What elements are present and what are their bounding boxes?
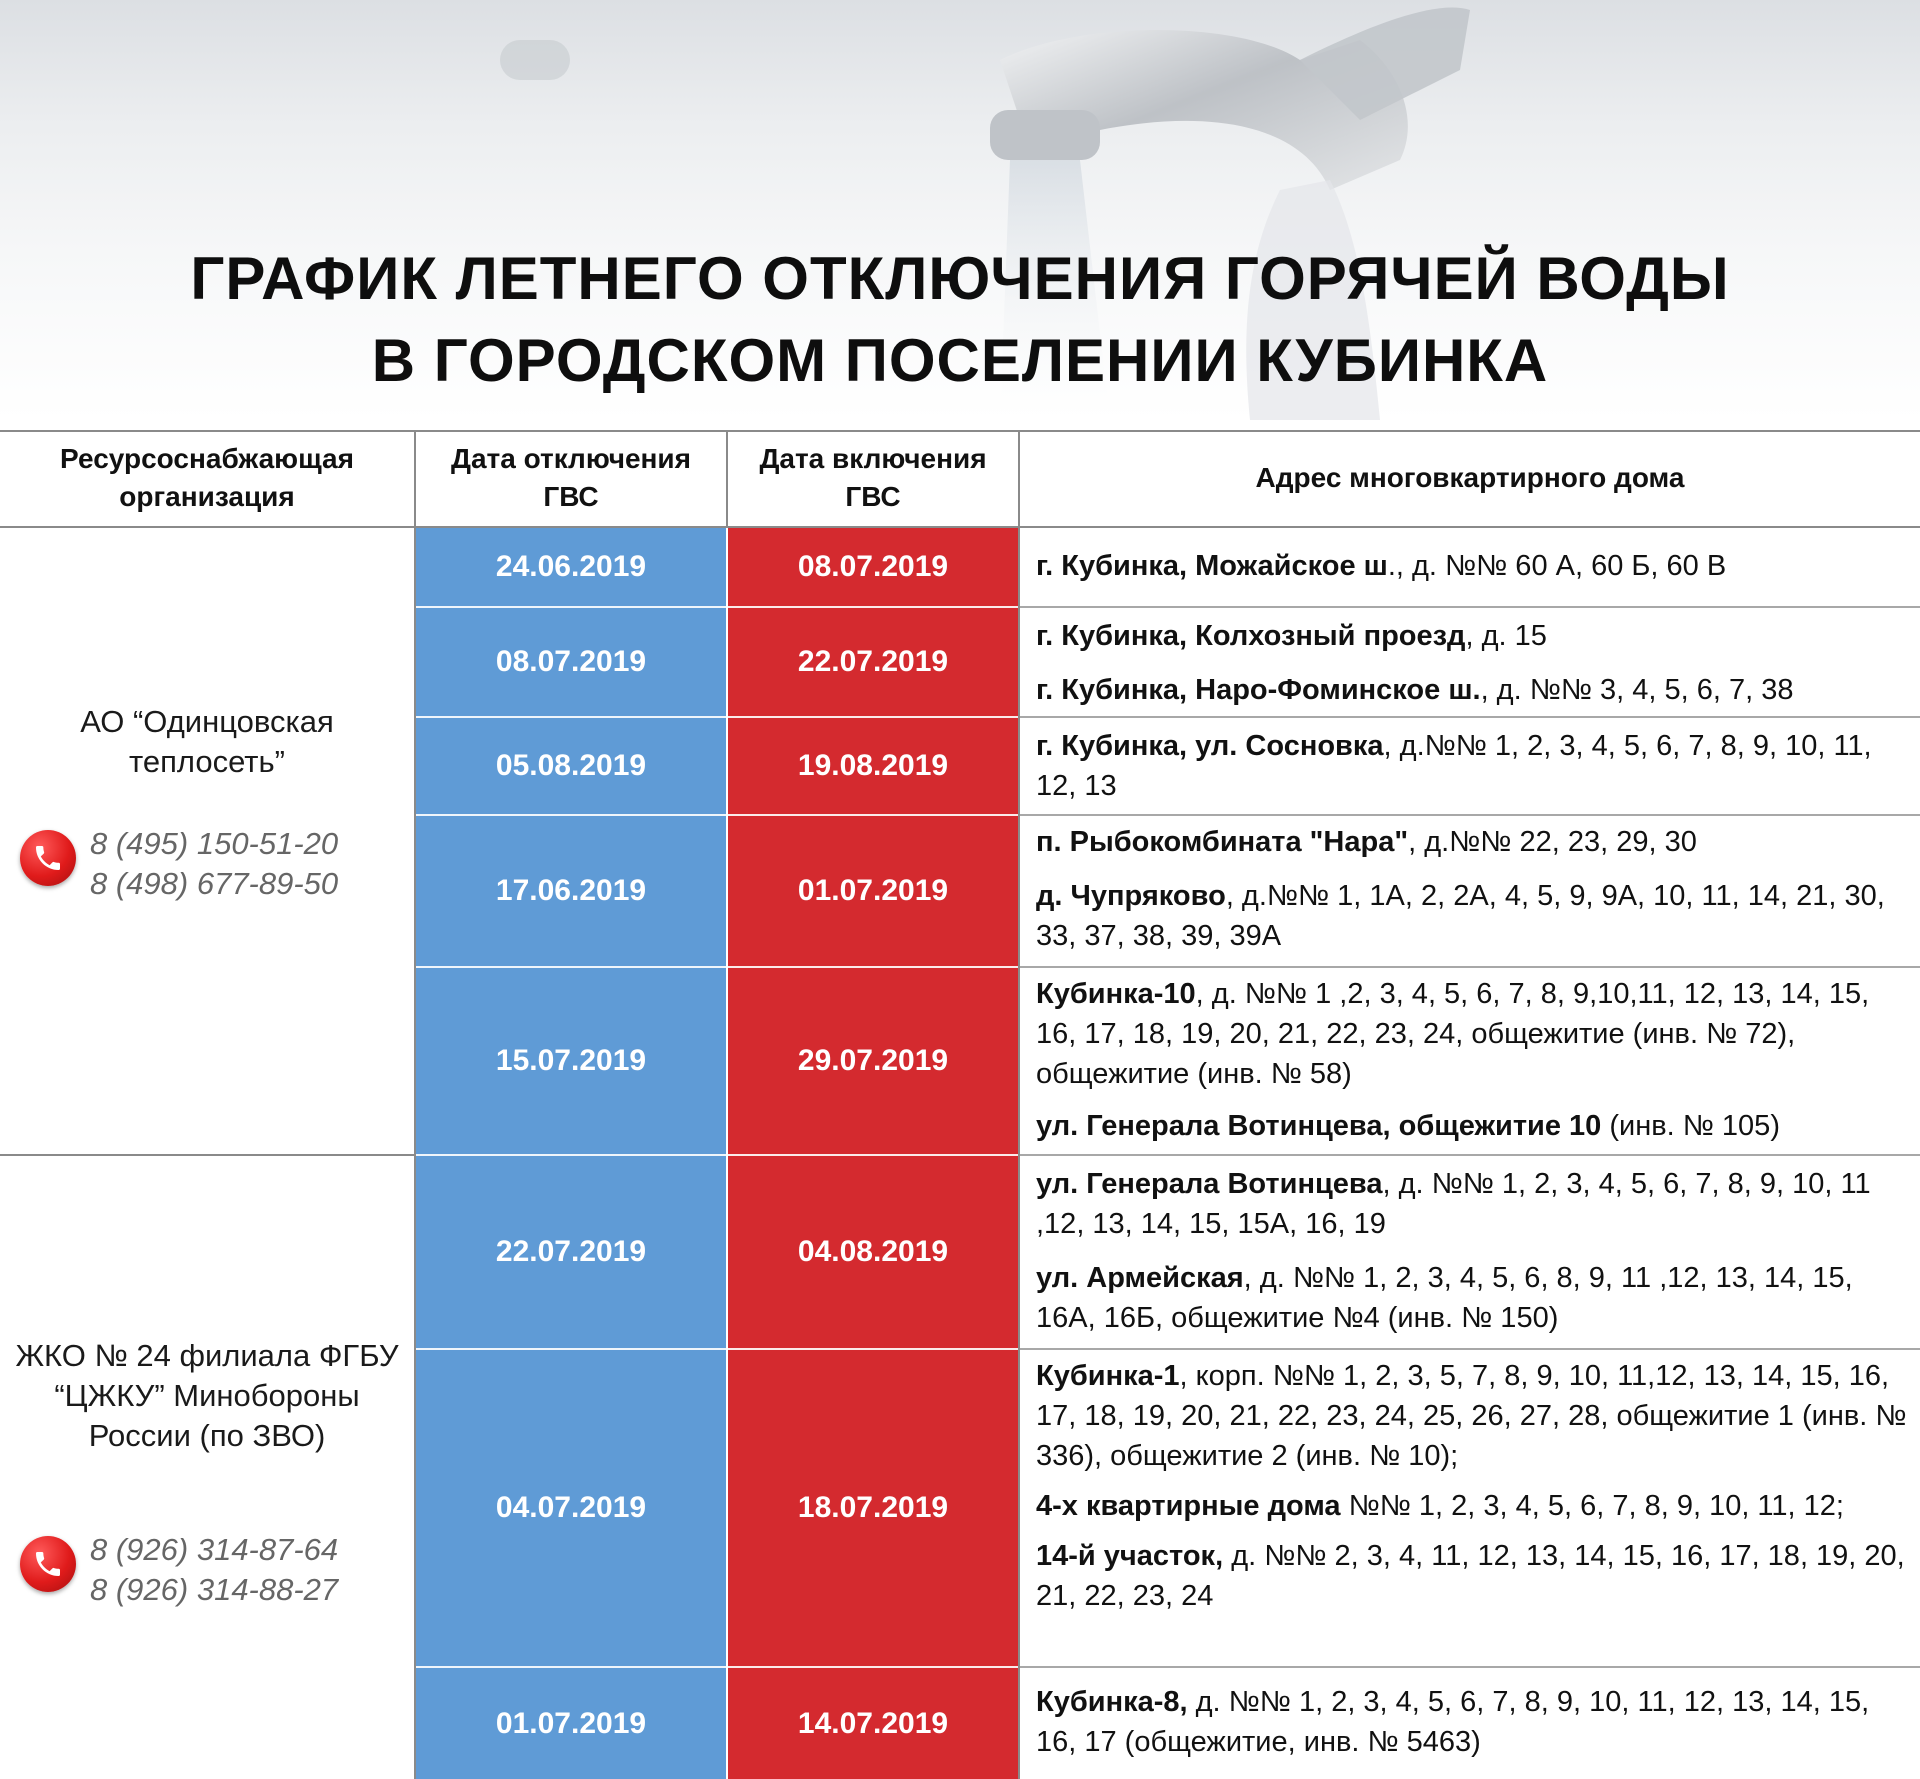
address-separator <box>1020 966 1920 968</box>
title-line-1: ГРАФИК ЛЕТНЕГО ОТКЛЮЧЕНИЯ ГОРЯЧЕЙ ВОДЫ <box>190 245 1730 312</box>
phone-number[interactable]: 8 (926) 314-88-27 <box>90 1572 339 1607</box>
off-date: 24.06.2019 <box>495 550 647 583</box>
address-line: Кубинка-1, корп. №№ 1, 2, 3, 5, 7, 8, 9, 10, 11,12, 13, 14, 15, 16, 17, 18, 19, 20, 21, 22, 23, 24, 25, 26, 27, 28, общежитие 1 (инв. № 336), общежитие 2 (инв. № 10); <box>1036 1360 1907 1472</box>
on-date: 29.07.2019 <box>797 1044 949 1077</box>
table-top-border <box>0 430 1920 432</box>
address-separator <box>1020 1154 1920 1156</box>
col-border-2 <box>726 430 728 528</box>
address-line: Кубинка-8, д. №№ 1, 2, 3, 4, 5, 6, 7, 8, 9, 10, 11, 12, 13, 14, 15, 16, 17 (общежитие, инв. № 5463) <box>1036 1686 1870 1758</box>
address-block <box>1036 1164 1916 1338</box>
address-block <box>1036 974 1916 1146</box>
header-on-date: Дата включения ГВС <box>759 443 987 512</box>
page-title <box>0 238 1920 402</box>
address-line: г. Кубинка, ул. Сосновка, д.№№ 1, 2, 3, 4, 5, 6, 7, 8, 9, 10, 11, 12, 13 <box>1036 730 1872 802</box>
address-block <box>1036 546 1916 586</box>
header-off-date: Дата отключения ГВС <box>451 443 691 512</box>
on-date: 19.08.2019 <box>797 749 949 782</box>
org-name: АО “Одинцовская теплосеть” <box>80 704 334 779</box>
schedule-table <box>0 430 1920 1779</box>
off-date: 22.07.2019 <box>495 1235 647 1268</box>
address-line: г. Кубинка, Колхозный проезд, д. 15 <box>1036 620 1547 652</box>
address-separator <box>1020 606 1920 608</box>
address-line: 14-й участок, д. №№ 2, 3, 4, 11, 12, 13, 14, 15, 16, 17, 18, 19, 20, 21, 22, 23, 24 <box>1036 1540 1905 1612</box>
address-block <box>1036 1682 1916 1762</box>
on-date: 22.07.2019 <box>797 645 949 678</box>
org-phones <box>20 824 410 914</box>
address-separator <box>1020 1666 1920 1668</box>
off-date: 17.06.2019 <box>495 874 647 907</box>
off-date: 01.07.2019 <box>495 1706 647 1740</box>
org-divider <box>0 1154 416 1156</box>
header-address: Адрес многовкартирного дома <box>1255 462 1685 493</box>
address-block <box>1036 1356 1916 1616</box>
on-date: 01.07.2019 <box>797 874 949 907</box>
address-block <box>1036 616 1916 710</box>
address-line: г. Кубинка, Наро-Фоминское ш., д. №№ 3, 4, 5, 6, 7, 38 <box>1036 674 1794 706</box>
address-line: п. Рыбокомбината "Нара", д.№№ 22, 23, 29, 30 <box>1036 826 1697 858</box>
off-date: 05.08.2019 <box>495 749 647 782</box>
address-line: ул. Генерала Вотинцева, общежитие 10 (инв. № 105) <box>1036 1110 1780 1142</box>
address-separator <box>1020 716 1920 718</box>
address-block <box>1036 726 1916 806</box>
address-line: Кубинка-10, д. №№ 1 ,2, 3, 4, 5, 6, 7, 8, 9,10,11, 12, 13, 14, 15, 16, 17, 18, 19, 20, 21, 22, 23, 24, общежитие (инв. № 72), общежитие (инв. № 58) <box>1036 978 1870 1090</box>
off-date: 04.07.2019 <box>495 1491 647 1524</box>
address-line: г. Кубинка, Можайское ш., д. №№ 60 А, 60 Б, 60 В <box>1036 550 1727 582</box>
title-line-2: В ГОРОДСКОМ ПОСЕЛЕНИИ КУБИНКА <box>371 327 1549 394</box>
col-border-3 <box>1018 430 1020 1779</box>
header-org: Ресурсоснабжающая организация <box>60 443 354 512</box>
org-phones <box>20 1530 410 1620</box>
on-date: 14.07.2019 <box>797 1706 949 1740</box>
address-line: 4-х квартирные дома №№ 1, 2, 3, 4, 5, 6, 7, 8, 9, 10, 11, 12; <box>1036 1490 1844 1522</box>
on-date: 18.07.2019 <box>797 1491 949 1524</box>
address-separator <box>1020 1348 1920 1350</box>
address-line: ул. Генерала Вотинцева, д. №№ 1, 2, 3, 4, 5, 6, 7, 8, 9, 10, 11 ,12, 13, 14, 15, 15А, 16, 19 <box>1036 1168 1871 1240</box>
phone-number[interactable]: 8 (495) 150-51-20 <box>90 826 339 861</box>
on-date: 08.07.2019 <box>797 550 949 583</box>
address-line: д. Чупряково, д.№№ 1, 1А, 2, 2А, 4, 5, 9, 9А, 10, 11, 14, 21, 30, 33, 37, 38, 39, 39А <box>1036 880 1885 952</box>
phone-number[interactable]: 8 (926) 314-87-64 <box>90 1532 339 1567</box>
address-block <box>1036 822 1916 956</box>
address-separator <box>1020 814 1920 816</box>
on-date: 04.08.2019 <box>797 1235 949 1268</box>
off-date: 15.07.2019 <box>495 1044 647 1077</box>
phone-number[interactable]: 8 (498) 677-89-50 <box>90 866 339 901</box>
phone-icon <box>20 830 76 886</box>
address-line: ул. Армейская, д. №№ 1, 2, 3, 4, 5, 6, 8, 9, 11 ,12, 13, 14, 15, 16А, 16Б, общежитие №4 (инв. № 150) <box>1036 1262 1853 1334</box>
phone-icon <box>20 1536 76 1592</box>
off-date: 08.07.2019 <box>495 645 647 678</box>
org-name: ЖКО № 24 филиала ФГБУ “ЦЖКУ” Минобороны России (по ЗВО) <box>15 1338 399 1453</box>
